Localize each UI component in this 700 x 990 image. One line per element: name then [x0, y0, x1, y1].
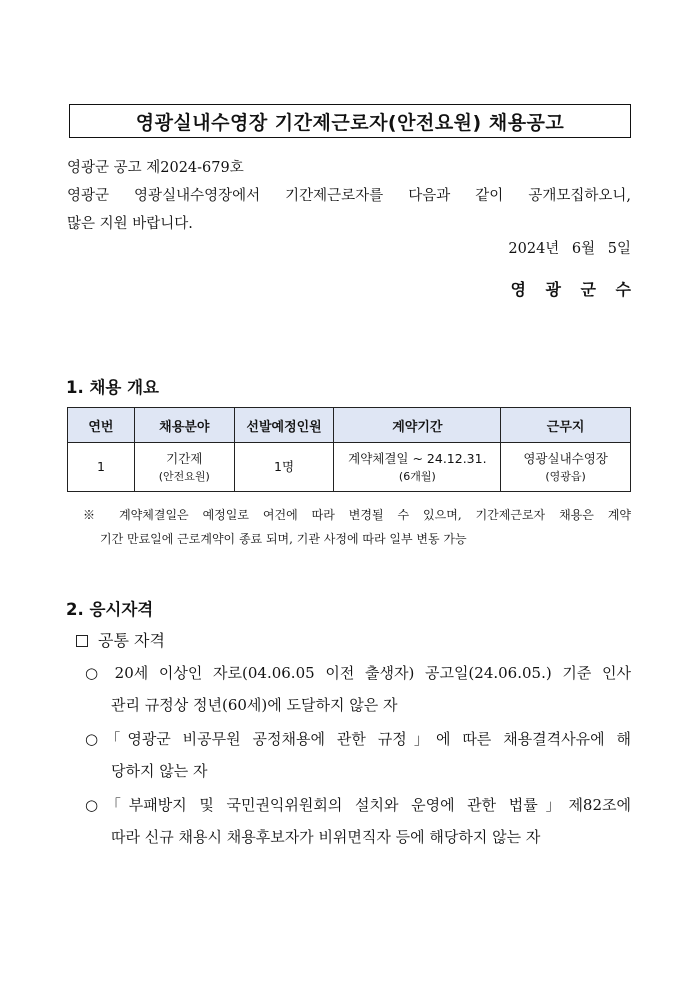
period-sub: (6개월) [398, 470, 436, 484]
qualification-item-1-line-1: ○ 20세 이상인 자로(04.06.05 이전 출생자) 공고일(24.06.05.) 기준 인사 [85, 664, 631, 682]
place-sub: (영광읍) [545, 470, 586, 484]
period-cell [334, 443, 501, 492]
field-cell [134, 443, 234, 492]
document-title: 영광실내수영장 기간제근로자(안전요원) 채용공고 [69, 104, 631, 138]
row-number-cell: 1 [68, 443, 135, 492]
qualification-item-2-line-1: ○「영광군 비공무원 공정채용에 관한 규정」에 따른 채용결격사유에 해 [85, 730, 631, 748]
recruitment-overview-table [67, 407, 631, 492]
table-header-cell: 계약기간 [334, 408, 501, 443]
note-line-1: ※ 계약체결일은 예정일로 여건에 따라 변경될 수 있으며, 기간제근로자 채용은 계약 [83, 508, 631, 522]
table-header-cell: 채용분야 [134, 408, 234, 443]
count-cell: 1명 [234, 443, 334, 492]
table-row [68, 443, 631, 492]
notice-number: 영광군 공고 제2024-679호 [67, 160, 244, 176]
checkbox-square-icon [76, 635, 88, 647]
notice-issuer: 영 광 군 수 [510, 280, 631, 299]
table-header-cell: 연번 [68, 408, 135, 443]
table-header-cell: 근무지 [501, 408, 631, 443]
qualification-item-3-line-1: ○「부패방지 및 국민권익위원회의 설치와 운영에 관한 법률」제82조에 [85, 796, 631, 814]
place-main: 영광실내수영장 [523, 450, 608, 466]
notice-body-line-1: 영광군 영광실내수영장에서 기간제근로자를 다음과 같이 공개모집하오니, [67, 188, 631, 204]
table-header-row [68, 408, 631, 443]
qualification-item-2-line-2: 당하지 않는 자 [111, 762, 208, 780]
notice-date: 2024년 6월 5일 [508, 241, 631, 257]
common-qualification-heading [76, 628, 165, 651]
field-main: 기간제 [166, 450, 203, 466]
field-sub: (안전요원) [158, 470, 210, 484]
note-line-2: 기간 만료일에 근로계약이 종료 되며, 기관 사정에 따라 일부 변동 가능 [100, 532, 467, 546]
section-1-heading: 1. 채용 개요 [66, 378, 159, 397]
period-main: 계약체결일 ~ 24.12.31. [348, 450, 487, 466]
table-header-cell: 선발예정인원 [234, 408, 334, 443]
subheading-label: 공통 자격 [98, 631, 165, 650]
section-2-heading: 2. 응시자격 [66, 600, 154, 619]
place-cell [501, 443, 631, 492]
qualification-item-1-line-2: 관리 규정상 정년(60세)에 도달하지 않은 자 [111, 696, 398, 714]
qualification-item-3-line-2: 따라 신규 채용시 채용후보자가 비위면직자 등에 해당하지 않는 자 [111, 828, 541, 846]
notice-body-line-2: 많은 지원 바랍니다. [67, 216, 193, 232]
